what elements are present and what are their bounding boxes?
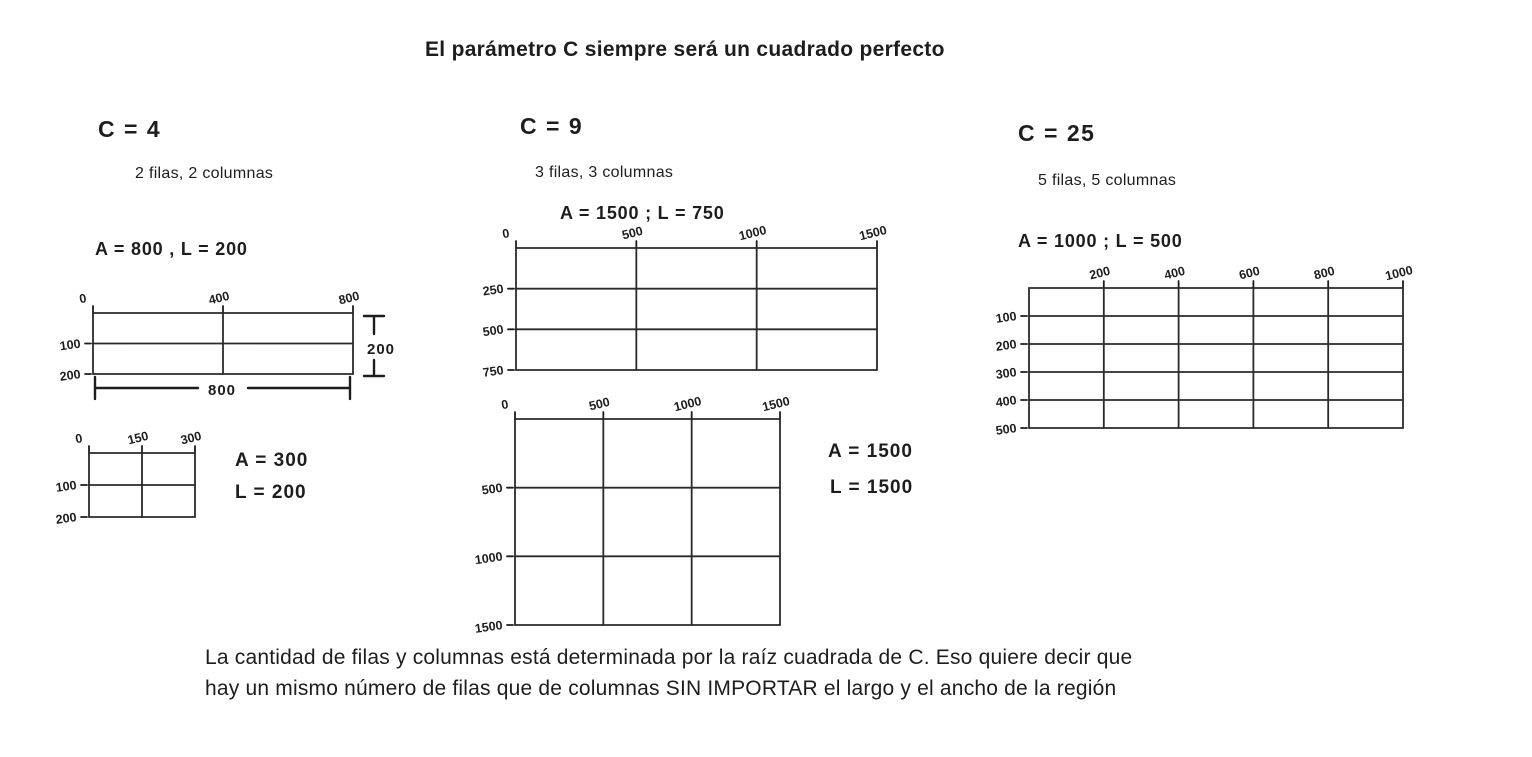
grid-tick-label: 100 bbox=[58, 336, 82, 354]
grid-tick-label: 500 bbox=[994, 421, 1018, 438]
dimension-cap-left bbox=[95, 377, 198, 399]
section-c4-heading: C = 4 bbox=[98, 116, 162, 142]
section-c4-params: A = 800 , L = 200 bbox=[95, 239, 248, 259]
grid-tick-label: 1000 bbox=[473, 549, 504, 568]
grid-c9-main bbox=[470, 218, 921, 380]
grid-tick-label: 0 bbox=[500, 397, 510, 413]
grid-tick-label: 800 bbox=[337, 288, 361, 308]
grid-tick-label: 500 bbox=[480, 480, 504, 498]
grid-tick-label: 1500 bbox=[857, 222, 889, 244]
grid-c25-main bbox=[983, 258, 1447, 438]
grid-tick-label: 400 bbox=[994, 393, 1018, 410]
grid-tick-label: 300 bbox=[179, 428, 203, 448]
grid-tick-label: 400 bbox=[207, 288, 231, 308]
grid-c4-main bbox=[47, 283, 397, 384]
grid-tick-label: 500 bbox=[620, 223, 645, 243]
grid-tick-label: 1000 bbox=[672, 393, 703, 415]
grid-tick-label: 200 bbox=[58, 367, 82, 384]
dimension-cap-bottom bbox=[364, 360, 384, 376]
section-c9-params: A = 1500 ; L = 750 bbox=[560, 203, 725, 223]
grid-tick-label: 500 bbox=[587, 394, 612, 414]
footer-explanation-line2: hay un mismo número de filas que de columnas SIN IMPORTAR el largo y el ancho de la región bbox=[205, 677, 1117, 700]
grid-tick-label: 0 bbox=[78, 291, 88, 307]
grid-tick-label: 200 bbox=[1088, 263, 1112, 283]
page-title: El parámetro C siempre será un cuadrado perfecto bbox=[425, 38, 945, 61]
grid-tick-label: 150 bbox=[126, 428, 150, 448]
grid-tick-label: 400 bbox=[1162, 263, 1187, 283]
footer-explanation-line1: La cantidad de filas y columnas está determinada por la raíz cuadrada de C. Eso quiere decir que bbox=[205, 646, 1133, 669]
grid-tick-label: 250 bbox=[481, 281, 505, 299]
grid-c9-square-length-label: L = 1500 bbox=[830, 477, 914, 498]
section-c25-subheading: 5 filas, 5 columnas bbox=[1038, 172, 1177, 189]
height-dimension-label: 200 bbox=[367, 341, 396, 358]
section-c4-subheading: 2 filas, 2 columnas bbox=[135, 165, 274, 182]
section-c25-heading: C = 25 bbox=[1018, 120, 1096, 146]
grid-tick-label: 1000 bbox=[737, 222, 768, 244]
height-dimension-bracket bbox=[358, 310, 406, 382]
grid-tick-label: 0 bbox=[501, 226, 511, 242]
grid-c9-square-area-label: A = 1500 bbox=[828, 441, 913, 462]
grid-tick-label: 200 bbox=[994, 337, 1018, 354]
grid-c4-small bbox=[43, 423, 239, 527]
section-c25-params: A = 1000 ; L = 500 bbox=[1018, 231, 1183, 251]
dimension-cap-right bbox=[248, 377, 350, 399]
grid-tick-label: 800 bbox=[1312, 263, 1337, 283]
grid-c4-small-length-label: L = 200 bbox=[235, 482, 307, 503]
grid-tick-label: 600 bbox=[1237, 263, 1262, 283]
grid-tick-label: 1000 bbox=[1383, 262, 1415, 284]
grid-tick-label: 300 bbox=[994, 365, 1018, 382]
grid-tick-label: 750 bbox=[481, 363, 505, 380]
width-dimension-label: 800 bbox=[207, 382, 237, 399]
section-c9-heading: C = 9 bbox=[520, 113, 584, 139]
section-c9-subheading: 3 filas, 3 columnas bbox=[535, 164, 674, 181]
dimension-cap-top bbox=[364, 316, 384, 334]
width-dimension-bracket bbox=[88, 372, 360, 402]
grid-tick-label: 100 bbox=[54, 478, 78, 495]
grid-tick-label: 200 bbox=[54, 510, 78, 527]
grid-tick-label: 1500 bbox=[760, 393, 792, 415]
grid-tick-label: 500 bbox=[481, 322, 505, 340]
grid-tick-label: 1500 bbox=[473, 618, 504, 636]
grid-tick-label: 0 bbox=[74, 431, 84, 447]
grid-c4-small-area-label: A = 300 bbox=[235, 450, 309, 471]
grid-tick-label: 100 bbox=[994, 309, 1018, 326]
grid-c9-square bbox=[469, 389, 824, 636]
